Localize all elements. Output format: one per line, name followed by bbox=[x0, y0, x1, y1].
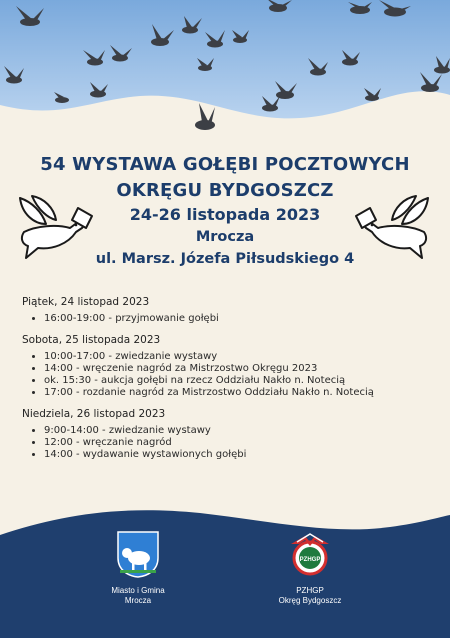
schedule-item: • 12:00 - wręczanie nagród bbox=[44, 437, 432, 449]
organizer-mrocza bbox=[98, 530, 178, 606]
pzhgp-line2: Okręg Bydgoszcz bbox=[278, 596, 342, 605]
schedule-list bbox=[22, 351, 432, 399]
pzhgp-logo-icon bbox=[285, 530, 335, 580]
day-heading: Niedziela, 26 listopad 2023 bbox=[22, 408, 166, 420]
event-title-line2: OKRĘGU BYDGOSZCZ bbox=[116, 180, 334, 201]
schedule-item: • 14:00 - wręczenie nagród za Mistrzostwo Okręgu 2023 bbox=[44, 363, 432, 375]
schedule-item: • 17:00 - rozdanie nagród za Mistrzostwo Oddziału Nakło n. Notecią bbox=[44, 387, 432, 399]
day-heading: Piątek, 24 listopad 2023 bbox=[22, 296, 150, 308]
schedule-day-sunday bbox=[22, 408, 432, 461]
mrocza-coat-of-arms-icon bbox=[116, 530, 160, 578]
schedule-list bbox=[22, 313, 432, 325]
schedule-item: • 9:00-14:00 - zwiedzanie wystawy bbox=[44, 425, 432, 437]
organizer-pzhgp bbox=[262, 530, 358, 606]
event-title-line1: 54 WYSTAWA GOŁĘBI POCZTOWYCH bbox=[40, 154, 410, 175]
pzhgp-line1: PZHGP bbox=[296, 586, 324, 595]
schedule-day-friday bbox=[22, 296, 432, 325]
schedule-item: • 10:00-17:00 - zwiedzanie wystawy bbox=[44, 351, 432, 363]
schedule-list bbox=[22, 425, 432, 461]
mrocza-line2: Mrocza bbox=[124, 596, 152, 605]
schedule-item: • ok. 15:30 - aukcja gołębi na rzecz Oddziału Nakło n. Notecią bbox=[44, 375, 432, 387]
event-header bbox=[0, 152, 450, 270]
schedule-day-saturday bbox=[22, 334, 432, 399]
schedule-item: • 16:00-19:00 - przyjmowanie gołębi bbox=[44, 313, 432, 325]
event-address: ul. Marsz. Józefa Piłsudskiego 4 bbox=[95, 251, 355, 267]
event-town: Mrocza bbox=[195, 229, 255, 245]
sky-banner bbox=[0, 0, 450, 150]
event-dates: 24-26 listopada 2023 bbox=[129, 205, 321, 224]
pzhgp-badge-text: PZHGP bbox=[299, 557, 321, 563]
mrocza-line1: Miasto i Gmina bbox=[111, 586, 165, 595]
schedule-item: • 14:00 - wydawanie wystawionych gołębi bbox=[44, 449, 432, 461]
schedule bbox=[22, 296, 432, 470]
day-heading: Sobota, 25 listopada 2023 bbox=[22, 334, 161, 346]
footer-banner bbox=[0, 505, 450, 638]
